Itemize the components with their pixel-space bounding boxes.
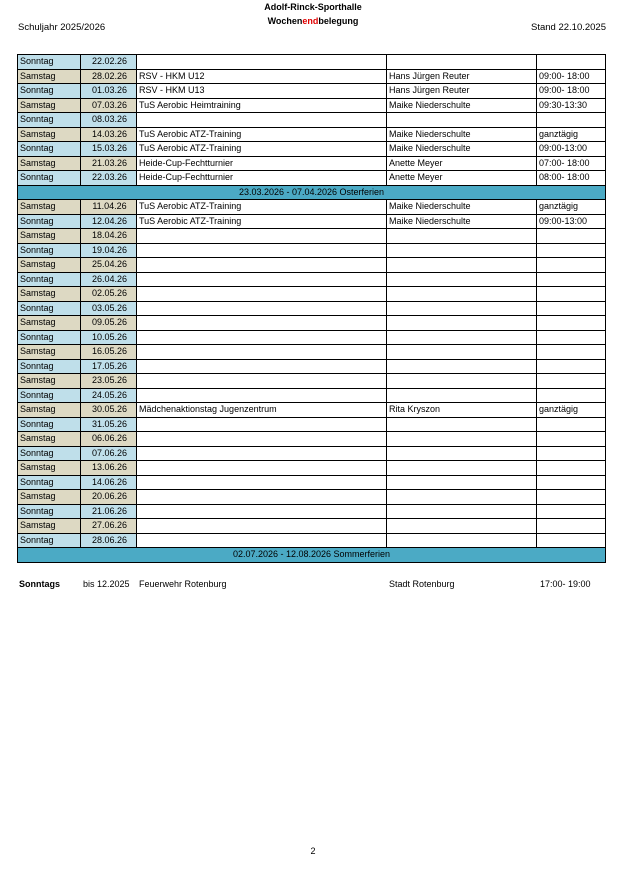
event-cell: TuS Aerobic ATZ-Training — [137, 127, 387, 142]
time-cell — [537, 316, 606, 331]
time-cell — [537, 446, 606, 461]
table-row — [18, 55, 606, 70]
table-row — [18, 374, 606, 389]
table-row — [18, 243, 606, 258]
table-row — [18, 214, 606, 229]
event-cell — [137, 330, 387, 345]
time-cell: 09:00-13:00 — [537, 142, 606, 157]
table-row — [18, 200, 606, 215]
subtitle-part-red: end — [302, 16, 319, 26]
event-cell: TuS Aerobic ATZ-Training — [137, 214, 387, 229]
event-cell — [137, 374, 387, 389]
day-cell: Samstag — [18, 316, 81, 331]
holiday-row — [18, 185, 606, 200]
event-cell — [137, 446, 387, 461]
table-row — [18, 171, 606, 186]
time-cell — [537, 475, 606, 490]
contact-cell — [387, 243, 537, 258]
date-cell: 06.06.26 — [81, 432, 137, 447]
time-cell: 07:00- 18:00 — [537, 156, 606, 171]
date-cell: 31.05.26 — [81, 417, 137, 432]
event-cell — [137, 229, 387, 244]
event-cell: Heide-Cup-Fechtturnier — [137, 171, 387, 186]
day-cell: Samstag — [18, 200, 81, 215]
contact-cell: Anette Meyer — [387, 156, 537, 171]
date-cell: 22.02.26 — [81, 55, 137, 70]
contact-cell — [387, 504, 537, 519]
contact-cell — [387, 374, 537, 389]
table-row — [18, 301, 606, 316]
date-cell: 28.02.26 — [81, 69, 137, 84]
date-cell: 02.05.26 — [81, 287, 137, 302]
contact-cell: Anette Meyer — [387, 171, 537, 186]
day-cell: Sonntag — [18, 171, 81, 186]
contact-cell — [387, 475, 537, 490]
event-cell — [137, 388, 387, 403]
day-cell: Sonntag — [18, 475, 81, 490]
time-cell — [537, 272, 606, 287]
day-cell: Samstag — [18, 69, 81, 84]
date-cell: 21.03.26 — [81, 156, 137, 171]
event-cell: Heide-Cup-Fechtturnier — [137, 156, 387, 171]
date-cell: 20.06.26 — [81, 490, 137, 505]
time-cell — [537, 432, 606, 447]
table-row — [18, 475, 606, 490]
day-cell: Sonntag — [18, 388, 81, 403]
date-cell: 14.06.26 — [81, 475, 137, 490]
time-cell: 09:30-13:30 — [537, 98, 606, 113]
table-row — [18, 127, 606, 142]
event-cell — [137, 55, 387, 70]
day-cell: Sonntag — [18, 417, 81, 432]
contact-cell — [387, 345, 537, 360]
date-cell: 14.03.26 — [81, 127, 137, 142]
event-cell — [137, 475, 387, 490]
time-cell — [537, 519, 606, 534]
date-cell: 08.03.26 — [81, 113, 137, 128]
table-row — [18, 533, 606, 548]
day-cell: Samstag — [18, 461, 81, 476]
day-cell: Sonntag — [18, 330, 81, 345]
time-cell: 09:00-13:00 — [537, 214, 606, 229]
status-date-label: Stand 22.10.2025 — [530, 22, 606, 33]
footer-period: bis 12.2025 — [83, 579, 130, 589]
time-cell — [537, 55, 606, 70]
event-cell — [137, 287, 387, 302]
event-cell — [137, 359, 387, 374]
date-cell: 12.04.26 — [81, 214, 137, 229]
day-cell: Samstag — [18, 432, 81, 447]
time-cell — [537, 258, 606, 273]
page-title: Adolf-Rinck-Sporthalle — [264, 2, 362, 12]
contact-cell — [387, 301, 537, 316]
event-cell — [137, 533, 387, 548]
contact-cell — [387, 446, 537, 461]
event-cell — [137, 461, 387, 476]
contact-cell — [387, 229, 537, 244]
footer-event: Feuerwehr Rotenburg — [139, 579, 227, 589]
table-row — [18, 461, 606, 476]
contact-cell — [387, 519, 537, 534]
holiday-label: 23.03.2026 - 07.04.2026 Osterferien — [18, 185, 606, 200]
time-cell — [537, 287, 606, 302]
time-cell — [537, 330, 606, 345]
date-cell: 07.03.26 — [81, 98, 137, 113]
day-cell: Sonntag — [18, 359, 81, 374]
date-cell: 15.03.26 — [81, 142, 137, 157]
table-row — [18, 287, 606, 302]
date-cell: 13.06.26 — [81, 461, 137, 476]
day-cell: Sonntag — [18, 84, 81, 99]
time-cell — [537, 417, 606, 432]
table-row — [18, 142, 606, 157]
time-cell — [537, 504, 606, 519]
time-cell — [537, 301, 606, 316]
date-cell: 18.04.26 — [81, 229, 137, 244]
contact-cell: Maike Niederschulte — [387, 214, 537, 229]
footer-time: 17:00- 19:00 — [540, 579, 591, 589]
contact-cell — [387, 113, 537, 128]
table-row — [18, 432, 606, 447]
contact-cell — [387, 330, 537, 345]
contact-cell: Maike Niederschulte — [387, 98, 537, 113]
time-cell — [537, 113, 606, 128]
date-cell: 01.03.26 — [81, 84, 137, 99]
event-cell — [137, 258, 387, 273]
date-cell: 30.05.26 — [81, 403, 137, 418]
table-row — [18, 69, 606, 84]
table-row — [18, 345, 606, 360]
event-cell — [137, 417, 387, 432]
day-cell: Sonntag — [18, 55, 81, 70]
table-row — [18, 490, 606, 505]
date-cell: 21.06.26 — [81, 504, 137, 519]
date-cell: 03.05.26 — [81, 301, 137, 316]
day-cell: Sonntag — [18, 446, 81, 461]
day-cell: Samstag — [18, 287, 81, 302]
date-cell: 10.05.26 — [81, 330, 137, 345]
date-cell: 23.05.26 — [81, 374, 137, 389]
contact-cell — [387, 287, 537, 302]
day-cell: Samstag — [18, 490, 81, 505]
day-cell: Sonntag — [18, 533, 81, 548]
school-year-label: Schuljahr 2025/2026 — [18, 22, 106, 33]
date-cell: 16.05.26 — [81, 345, 137, 360]
table-row — [18, 272, 606, 287]
footer-organisation: Stadt Rotenburg — [389, 579, 455, 589]
contact-cell — [387, 55, 537, 70]
time-cell — [537, 374, 606, 389]
day-cell: Sonntag — [18, 113, 81, 128]
contact-cell — [387, 461, 537, 476]
holiday-row — [18, 548, 606, 563]
time-cell: 08:00- 18:00 — [537, 171, 606, 186]
day-cell: Sonntag — [18, 272, 81, 287]
event-cell: TuS Aerobic ATZ-Training — [137, 142, 387, 157]
contact-cell — [387, 359, 537, 374]
day-cell: Samstag — [18, 345, 81, 360]
event-cell — [137, 432, 387, 447]
event-cell — [137, 272, 387, 287]
table-row — [18, 519, 606, 534]
contact-cell: Rita Kryszon — [387, 403, 537, 418]
day-cell: Samstag — [18, 98, 81, 113]
day-cell: Sonntag — [18, 214, 81, 229]
time-cell — [537, 533, 606, 548]
table-row — [18, 229, 606, 244]
event-cell: RSV - HKM U13 — [137, 84, 387, 99]
time-cell — [537, 359, 606, 374]
table-row — [18, 84, 606, 99]
day-cell: Samstag — [18, 403, 81, 418]
contact-cell — [387, 417, 537, 432]
holiday-label: 02.07.2026 - 12.08.2026 Sommerferien — [18, 548, 606, 563]
event-cell: TuS Aerobic ATZ-Training — [137, 200, 387, 215]
contact-cell: Maike Niederschulte — [387, 200, 537, 215]
day-cell: Sonntag — [18, 243, 81, 258]
page-number: 2 — [310, 846, 316, 856]
time-cell — [537, 243, 606, 258]
footer-day: Sonntags — [19, 579, 61, 589]
time-cell — [537, 461, 606, 476]
contact-cell — [387, 533, 537, 548]
day-cell: Samstag — [18, 374, 81, 389]
subtitle-part-1: Wochen — [267, 16, 303, 26]
weekend-schedule-table — [17, 54, 606, 563]
contact-cell: Hans Jürgen Reuter — [387, 84, 537, 99]
day-cell: Samstag — [18, 229, 81, 244]
event-cell: TuS Aerobic Heimtraining — [137, 98, 387, 113]
contact-cell — [387, 316, 537, 331]
day-cell: Samstag — [18, 258, 81, 273]
contact-cell: Hans Jürgen Reuter — [387, 69, 537, 84]
day-cell: Samstag — [18, 127, 81, 142]
subtitle-part-2: belegung — [318, 16, 359, 26]
time-cell — [537, 490, 606, 505]
contact-cell — [387, 490, 537, 505]
contact-cell — [387, 272, 537, 287]
date-cell: 22.03.26 — [81, 171, 137, 186]
time-cell — [537, 345, 606, 360]
table-row — [18, 504, 606, 519]
contact-cell — [387, 258, 537, 273]
table-row — [18, 330, 606, 345]
contact-cell — [387, 432, 537, 447]
event-cell — [137, 243, 387, 258]
contact-cell: Maike Niederschulte — [387, 142, 537, 157]
date-cell: 27.06.26 — [81, 519, 137, 534]
event-cell — [137, 316, 387, 331]
time-cell: 09:00- 18:00 — [537, 69, 606, 84]
date-cell: 07.06.26 — [81, 446, 137, 461]
contact-cell — [387, 388, 537, 403]
date-cell: 17.05.26 — [81, 359, 137, 374]
date-cell: 25.04.26 — [81, 258, 137, 273]
date-cell: 09.05.26 — [81, 316, 137, 331]
table-row — [18, 113, 606, 128]
event-cell — [137, 519, 387, 534]
day-cell: Samstag — [18, 156, 81, 171]
date-cell: 11.04.26 — [81, 200, 137, 215]
time-cell: ganztägig — [537, 127, 606, 142]
day-cell: Samstag — [18, 519, 81, 534]
event-cell — [137, 490, 387, 505]
table-row — [18, 417, 606, 432]
event-cell — [137, 113, 387, 128]
table-row — [18, 403, 606, 418]
time-cell — [537, 229, 606, 244]
table-row — [18, 258, 606, 273]
table-row — [18, 316, 606, 331]
day-cell: Sonntag — [18, 142, 81, 157]
table-row — [18, 156, 606, 171]
date-cell: 28.06.26 — [81, 533, 137, 548]
time-cell: ganztägig — [537, 403, 606, 418]
event-cell: Mädchenaktionstag Jugenzentrum — [137, 403, 387, 418]
event-cell — [137, 504, 387, 519]
day-cell: Sonntag — [18, 301, 81, 316]
table-row — [18, 388, 606, 403]
contact-cell: Maike Niederschulte — [387, 127, 537, 142]
event-cell — [137, 301, 387, 316]
table-row — [18, 98, 606, 113]
table-row — [18, 446, 606, 461]
time-cell: ganztägig — [537, 200, 606, 215]
time-cell — [537, 388, 606, 403]
date-cell: 26.04.26 — [81, 272, 137, 287]
table-row — [18, 359, 606, 374]
date-cell: 24.05.26 — [81, 388, 137, 403]
date-cell: 19.04.26 — [81, 243, 137, 258]
event-cell — [137, 345, 387, 360]
event-cell: RSV - HKM U12 — [137, 69, 387, 84]
day-cell: Sonntag — [18, 504, 81, 519]
time-cell: 09:00- 18:00 — [537, 84, 606, 99]
